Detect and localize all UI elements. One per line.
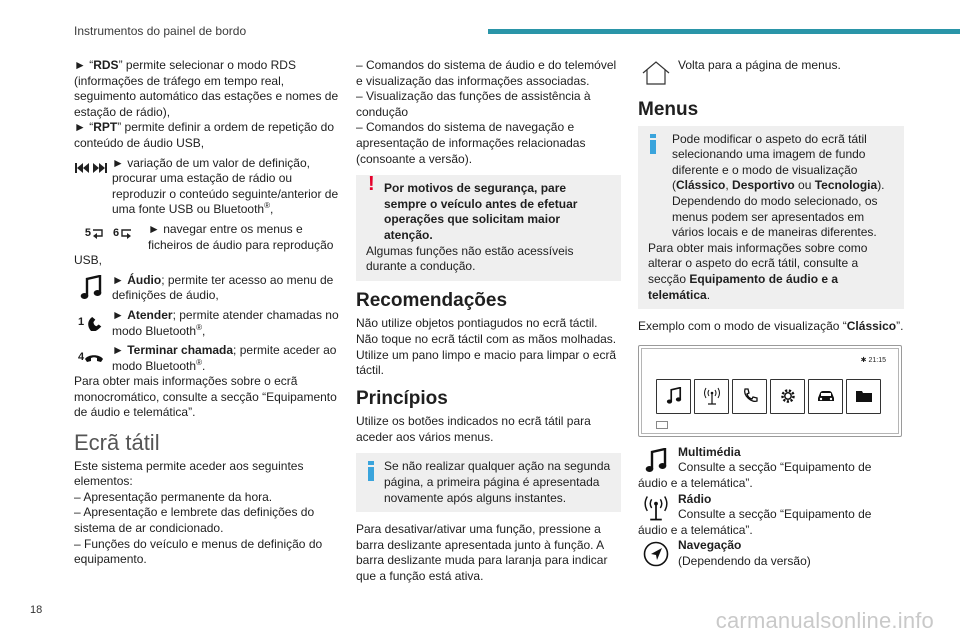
answer-text: ► Atender; permite atender chamadas no modo Bluetooth®, <box>112 307 339 338</box>
return-icon <box>91 228 105 240</box>
phone-answer-icon <box>84 315 104 331</box>
slider-bar-text: Para desativar/ativar uma função, pressione a barra deslizante apresentada junto à função. A barra deslizante muda para laranja para indicar que a função está ativa. <box>356 522 608 584</box>
seek-text: ► variação de um valor de definição, procurar uma estação de rádio ou reproduzir o conteúdo seguinte/anterior de uma fonte USB ou Bluetooth®, <box>112 155 339 217</box>
home-row <box>638 58 904 88</box>
home-text: Volta para a página de menus. <box>678 58 841 72</box>
principles-text: Utilize os botões indicados no ecrã tátil para aceder aos vários menus. <box>356 414 591 444</box>
touchscreen-item: – Apresentação permanente da hora. <box>74 489 273 504</box>
preset-key-4: 4 <box>74 343 108 373</box>
header-accent-bar <box>488 29 960 34</box>
seek-row <box>74 156 340 218</box>
touchscreen-intro: Este sistema permite aceder aos seguintes elementos: <box>74 458 304 489</box>
skip-prev-next-icon <box>74 156 108 180</box>
multimedia-row <box>638 445 904 492</box>
list-item: – Visualização das funções de assistência à condução <box>356 89 591 119</box>
home-icon <box>638 58 674 88</box>
browse-row <box>74 222 340 253</box>
watermark: carmanualsonline.info <box>715 608 934 633</box>
answer-row <box>74 308 340 339</box>
menus-heading: Menus <box>638 99 699 120</box>
column-2 <box>356 58 621 585</box>
end-call-text: ► Terminar chamada; permite aceder ao modo Bluetooth®. <box>112 343 337 373</box>
rpt-paragraph: ► “RPT” permite definir a ordem de repetição do conteúdo de áudio USB, <box>74 120 334 150</box>
recommendation-text: Não toque no ecrã táctil com as mãos molhadas. <box>356 331 617 346</box>
end-call-row <box>74 343 340 374</box>
menus-info-box <box>638 126 904 310</box>
info-icon <box>650 134 656 159</box>
list-item: – Comandos do sistema de navegação e apresentação de informações relacionadas (consoante a versão). <box>356 120 586 166</box>
music-note-icon <box>74 273 108 303</box>
navigation-title: Navegação <box>678 538 742 553</box>
info-box <box>356 453 621 512</box>
phone-icon <box>732 379 767 414</box>
touchscreen-item: – Funções do veículo e menus de definição do equipamento. <box>74 536 323 567</box>
preset-key-1: 1 <box>74 308 108 338</box>
safety-warning-box <box>356 175 621 281</box>
warning-exclamation-icon: ! <box>368 173 375 196</box>
menus-info-text: Pode modificar o aspeto do ecrã tátil selecionando uma imagem de fundo diferente e o modo de visualização (Clássico, Desportivo ou Tecnologia). Dependendo do modo selecionado, os menus podem ser apresentados em vários locais e de maneiras diferentes. <box>672 131 885 240</box>
browse-text: ► navegar entre os menus e ficheiros de áudio para reprodução <box>148 221 334 252</box>
navigation-row <box>638 538 904 570</box>
page-number: 18 <box>30 604 43 616</box>
radio-text: Consulte a secção “Equipamento de áudio e a telemática”. <box>638 507 872 537</box>
recommendation-text: Não utilize objetos pontiagudos no ecrã táctil. <box>356 316 598 331</box>
recommendations-heading: Recomendações <box>356 289 508 311</box>
radio-title: Rádio <box>678 491 712 506</box>
radio-row <box>638 492 904 539</box>
column-1 <box>74 58 340 568</box>
running-header: Instrumentos do painel de bordo <box>74 24 247 38</box>
forward-return-icon <box>119 228 133 240</box>
touchscreen-heading: Ecrã tátil <box>74 430 160 456</box>
screen-footer-icon <box>656 421 668 429</box>
warning-text: Algumas funções não estão acessíveis durante a condução. <box>366 243 574 274</box>
multimedia-title: Multimédia <box>678 444 741 459</box>
navigation-icon <box>638 538 674 570</box>
music-note-icon <box>656 379 691 414</box>
rds-paragraph: ► “RDS” permite selecionar o modo RDS (informações de tráfego em tempo real, seguimento automático das estações e nomes de estação de rádio), <box>74 58 339 119</box>
audio-text: ► Áudio; permite ter acesso ao menu de definições de áudio, <box>112 272 334 303</box>
folder-icon <box>846 379 881 414</box>
phone-hangup-icon <box>84 352 104 364</box>
list-item: – Comandos do sistema de áudio e do telemóvel e visualização das informações associadas. <box>356 58 617 88</box>
info-text: Se não realizar qualquer ação na segunda página, a primeira página é apresentada novamente após alguns instantes. <box>384 459 611 505</box>
touchscreen-illustration <box>638 345 902 437</box>
column-3 <box>638 58 904 570</box>
touchscreen-item: – Apresentação e lembrete das definições do sistema de ar condicionado. <box>74 505 315 536</box>
screen-tiles <box>656 379 884 414</box>
settings-gear-icon <box>770 379 805 414</box>
car-icon <box>808 379 843 414</box>
audio-row <box>74 273 340 304</box>
navigation-text: (Dependendo da versão) <box>678 553 811 568</box>
multimedia-text: Consulte a secção “Equipamento de áudio e a telemática”. <box>638 460 872 490</box>
menus-info-more: Para obter mais informações sobre como alterar o aspeto do ecrã tátil, consulte a secção Equipamento de áudio e a telemática. <box>648 240 868 302</box>
recommendation-text: Utilize um pano limpo e macio para limpar o ecrã táctil. <box>356 347 617 378</box>
info-icon <box>368 461 374 486</box>
example-caption: Exemplo com o modo de visualização “Clássico”. <box>638 319 904 334</box>
warning-bold-text: Por motivos de segurança, pare sempre o veículo antes de efetuar operações que solicitam maior atenção. <box>384 181 578 242</box>
principles-heading: Princípios <box>356 387 448 409</box>
preset-keys-5-6: 5 6 <box>74 222 144 246</box>
browse-text-usb: USB, <box>74 253 103 268</box>
radio-antenna-icon <box>694 379 729 414</box>
more-info-text: Para obter mais informações sobre o ecrã monocromático, consulte a secção “Equipamento de áudio e telemática”. <box>74 374 337 420</box>
screen-status: ✱ 21:15 <box>860 356 886 364</box>
